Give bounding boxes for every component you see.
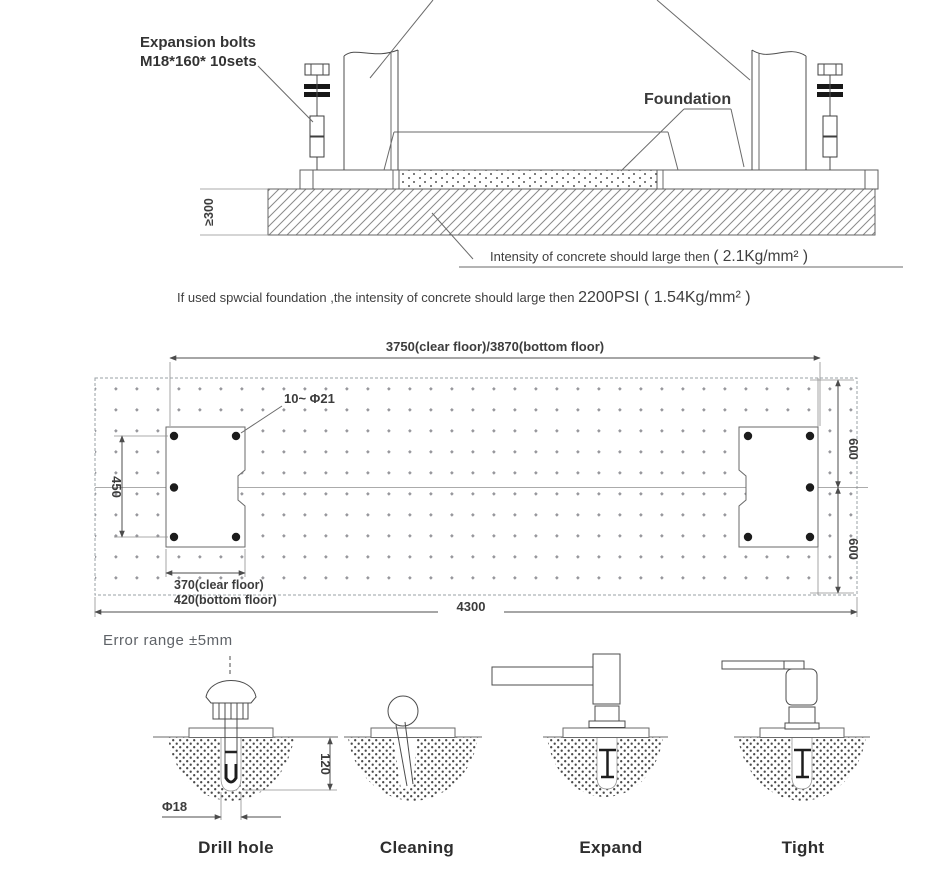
plate-width-dim-line1: 370(clear floor) xyxy=(174,578,264,592)
bolt-hole xyxy=(170,533,178,541)
foundation-callout xyxy=(621,91,744,171)
plate-width-dim-line2: 420(bottom floor) xyxy=(174,593,277,607)
tolerance-note: Error range ±5mm xyxy=(103,632,233,649)
installation-steps xyxy=(153,654,870,857)
template-plate xyxy=(563,728,649,738)
plan-view xyxy=(95,339,868,649)
plate-end-right xyxy=(865,170,878,189)
bolt-hole xyxy=(806,533,814,541)
bolt-hole xyxy=(744,533,752,541)
foundation-pad-outline xyxy=(384,132,678,170)
template-plate xyxy=(189,728,273,738)
bolt-hex-nut xyxy=(818,64,842,75)
bolt-sleeve xyxy=(823,137,837,157)
anchor-washer xyxy=(589,721,625,728)
template-plate xyxy=(371,728,455,738)
wrench-socket-icon xyxy=(786,669,817,705)
plate-span-dim-text: 450 xyxy=(109,476,124,498)
step-label-drill-hole: Drill hole xyxy=(198,838,274,857)
elevation-view xyxy=(140,0,903,306)
step-label-tight: Tight xyxy=(781,838,825,857)
concrete-slab xyxy=(268,189,875,235)
bolt-hole xyxy=(744,432,752,440)
step-label-expand: Expand xyxy=(579,838,643,857)
step-tight xyxy=(722,661,870,857)
bolt-hole xyxy=(170,432,178,440)
intensity-note: Intensity of concrete should large then ( 2.1Kg/mm² ) xyxy=(490,248,809,265)
foundation-label: Foundation xyxy=(644,91,732,108)
bolt-sleeve xyxy=(310,137,324,157)
slab-depth-dim: ≥300 xyxy=(202,198,216,226)
hammer-head-icon xyxy=(593,654,620,704)
drill-body-icon xyxy=(206,681,256,704)
span-dim-text: 3750(clear floor)/3870(bottom floor) xyxy=(385,339,605,354)
wrench-handle-icon xyxy=(722,661,804,669)
anchor-washer xyxy=(785,723,819,729)
leader-to-right-post xyxy=(657,0,750,80)
blower-bulb-icon xyxy=(388,696,418,726)
bolt-hole xyxy=(806,483,814,491)
bolt-hole xyxy=(806,432,814,440)
bolt-sleeve xyxy=(823,116,837,136)
bolt-hole xyxy=(170,483,178,491)
anchor-nut xyxy=(789,707,815,723)
edge-dim-top-text: 600 xyxy=(846,438,861,460)
right-post xyxy=(752,50,806,170)
edge-dim-bottom-text: 600 xyxy=(846,538,861,560)
anchor-nut xyxy=(595,706,619,721)
expansion-bolts-label-line2: M18*160* 10sets xyxy=(140,53,257,70)
hole-diameter-dim-text: Φ18 xyxy=(162,799,188,814)
bolt-hole xyxy=(232,533,240,541)
foundation-leader-right xyxy=(731,109,744,167)
step-cleaning xyxy=(344,696,482,857)
expansion-bolts-label-line1: Expansion bolts xyxy=(140,34,256,51)
foundation-leader-left xyxy=(621,109,684,171)
plate-end-left xyxy=(300,170,313,189)
overall-dim-text: 4300 xyxy=(456,599,486,614)
special-foundation-note: If used spwcial foundation ,the intensity of concrete should large then 2200PSI ( 1.54Kg/mm² ) xyxy=(177,289,751,306)
bolt-sleeve xyxy=(310,116,324,136)
left-post xyxy=(344,50,398,170)
holes-label: 10~ Φ21 xyxy=(284,391,335,406)
leader-to-left-post xyxy=(370,0,433,78)
step-expand xyxy=(492,654,668,857)
right-post-break-line xyxy=(752,50,806,56)
foundation-pad-section xyxy=(399,170,657,189)
expansion-bolt-right xyxy=(817,64,843,170)
hole-depth-dim-text: 120 xyxy=(318,753,333,775)
hammer-handle-icon xyxy=(492,667,594,685)
expansion-bolts-callout xyxy=(140,34,313,122)
step-drill-hole xyxy=(153,656,338,857)
bolt-hex-nut xyxy=(305,64,329,75)
bolt-hole xyxy=(232,432,240,440)
step-label-cleaning: Cleaning xyxy=(379,838,455,857)
